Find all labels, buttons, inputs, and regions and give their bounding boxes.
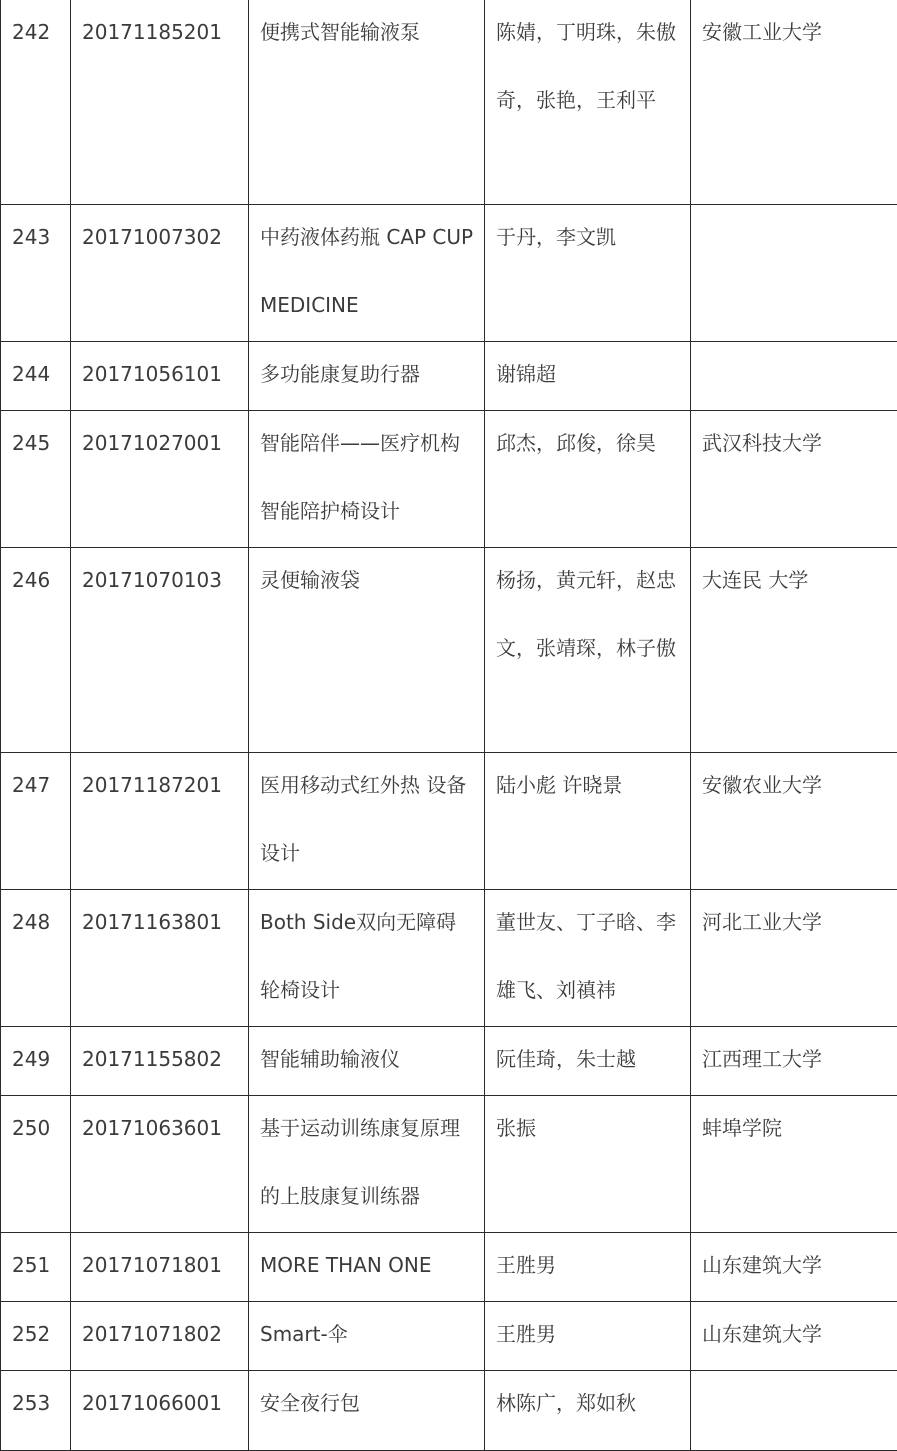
project-id: 20171185201: [82, 0, 238, 66]
authors-cell: [485, 205, 691, 342]
project-name: 安全夜行包: [260, 1371, 474, 1438]
project-id: 20171007302: [82, 205, 238, 272]
organization-cell: [691, 753, 897, 890]
row-number: 249: [12, 1027, 60, 1094]
organization: 河北工业大学: [702, 890, 887, 957]
row-number: 244: [12, 342, 60, 409]
organization-cell: [691, 411, 897, 548]
organization-cell: [691, 1027, 897, 1096]
row-number-cell: [1, 1096, 71, 1233]
project-id: 20171071802: [82, 1302, 238, 1369]
project-name-cell: [249, 753, 485, 890]
authors-cell: [485, 1302, 691, 1371]
project-name-cell: [249, 890, 485, 1027]
project-id: 20171187201: [82, 753, 238, 820]
row-number-cell: [1, 1027, 71, 1096]
table-row: [1, 1027, 897, 1096]
authors-cell: [485, 0, 691, 205]
organization: 蚌埠学院: [702, 1096, 887, 1163]
table-row: [1, 205, 897, 342]
project-id-cell: [71, 0, 249, 205]
row-number: 243: [12, 205, 60, 272]
project-id-cell: [71, 1302, 249, 1371]
project-name: 智能辅助输液仪: [260, 1027, 474, 1094]
organization: 安徽农业大学: [702, 753, 887, 820]
organization-cell: [691, 1096, 897, 1233]
project-name-cell: [249, 1302, 485, 1371]
project-id-cell: [71, 411, 249, 548]
table-row: [1, 1096, 897, 1233]
authors: 谢锦超: [496, 342, 680, 409]
table-row: [1, 890, 897, 1027]
organization: 山东建筑大学: [702, 1302, 887, 1369]
authors: 陈婧，丁明珠，朱傲奇，张艳，王利平: [496, 0, 680, 134]
row-number-cell: [1, 342, 71, 411]
organization-cell: [691, 0, 897, 205]
project-name: 医用移动式红外热 设备设计: [260, 753, 474, 888]
organization: 江西理工大学: [702, 1027, 887, 1094]
row-number: 246: [12, 548, 60, 615]
project-name-cell: [249, 1233, 485, 1302]
authors: 张振: [496, 1096, 680, 1163]
authors: 王胜男: [496, 1233, 680, 1300]
project-id-cell: [71, 1027, 249, 1096]
project-id-cell: [71, 1233, 249, 1302]
project-name-cell: [249, 205, 485, 342]
project-id: 20171027001: [82, 411, 238, 478]
project-id: 20171155802: [82, 1027, 238, 1094]
row-number-cell: [1, 411, 71, 548]
project-id-cell: [71, 890, 249, 1027]
project-name-cell: [249, 342, 485, 411]
project-id-cell: [71, 1096, 249, 1233]
organization-cell: [691, 1233, 897, 1302]
organization: 山东建筑大学: [702, 1233, 887, 1300]
project-name: 多功能康复助行器: [260, 342, 474, 409]
project-table-body: [1, 0, 897, 1451]
row-number: 245: [12, 411, 60, 478]
row-number-cell: [1, 205, 71, 342]
project-name-cell: [249, 0, 485, 205]
row-number: 248: [12, 890, 60, 957]
project-id-cell: [71, 342, 249, 411]
project-id-cell: [71, 548, 249, 753]
project-name-cell: [249, 1096, 485, 1233]
authors: 董世友、丁子晗、李雄飞、刘禛祎: [496, 890, 680, 1025]
organization: 安徽工业大学: [702, 0, 887, 66]
row-number: 242: [12, 0, 60, 66]
project-name: MORE THAN ONE: [260, 1233, 474, 1300]
authors-cell: [485, 411, 691, 548]
table-row: [1, 1233, 897, 1302]
project-name: 基于运动训练康复原理的上肢康复训练器: [260, 1096, 474, 1231]
row-number-cell: [1, 0, 71, 205]
project-id: 20171071801: [82, 1233, 238, 1300]
authors: 林陈广，郑如秋: [496, 1371, 680, 1438]
authors-cell: [485, 753, 691, 890]
row-number: 253: [12, 1371, 60, 1438]
organization-cell: [691, 1302, 897, 1371]
project-name: Both Side双向无障碍轮椅设计: [260, 890, 474, 1025]
row-number: 251: [12, 1233, 60, 1300]
project-name: Smart-伞: [260, 1302, 474, 1369]
organization-cell: [691, 890, 897, 1027]
authors-cell: [485, 890, 691, 1027]
project-id: 20171056101: [82, 342, 238, 409]
authors: 王胜男: [496, 1302, 680, 1369]
project-name: 智能陪伴——医疗机构智能陪护椅设计: [260, 411, 474, 546]
table-row: [1, 1302, 897, 1371]
authors: 于丹，李文凯: [496, 205, 680, 272]
authors-cell: [485, 1233, 691, 1302]
project-name: 灵便输液袋: [260, 548, 474, 615]
project-id-cell: [71, 753, 249, 890]
table-row: [1, 0, 897, 205]
organization: 大连民 大学: [702, 548, 887, 615]
organization-cell: [691, 205, 897, 342]
project-name: 便携式智能输液泵: [260, 0, 474, 66]
authors-cell: [485, 1096, 691, 1233]
authors: 杨扬，黄元轩，赵忠文，张靖琛，林子傲: [496, 548, 680, 683]
authors-cell: [485, 342, 691, 411]
project-name: 中药液体药瓶 CAP CUP MEDICINE: [260, 205, 474, 340]
project-name-cell: [249, 1027, 485, 1096]
row-number: 247: [12, 753, 60, 820]
organization-cell: [691, 548, 897, 753]
authors: 陆小彪 许晓景: [496, 753, 680, 820]
authors-cell: [485, 548, 691, 753]
table-row: [1, 342, 897, 411]
project-id: 20171063601: [82, 1096, 238, 1163]
table-row: [1, 411, 897, 548]
project-id: 20171070103: [82, 548, 238, 615]
row-number-cell: [1, 1233, 71, 1302]
project-id: 20171066001: [82, 1371, 238, 1438]
authors-cell: [485, 1027, 691, 1096]
table-row: [1, 753, 897, 890]
organization: 武汉科技大学: [702, 411, 887, 478]
row-number-cell: [1, 548, 71, 753]
row-number-cell: [1, 1302, 71, 1371]
organization-cell: [691, 342, 897, 411]
project-name-cell: [249, 548, 485, 753]
authors: 邱杰，邱俊，徐昊: [496, 411, 680, 478]
project-id: 20171163801: [82, 890, 238, 957]
row-number: 252: [12, 1302, 60, 1369]
row-number-cell: [1, 890, 71, 1027]
project-name-cell: [249, 411, 485, 548]
row-number: 250: [12, 1096, 60, 1163]
authors: 阮佳琦，朱士越: [496, 1027, 680, 1094]
project-id-cell: [71, 205, 249, 342]
row-number-cell: [1, 753, 71, 890]
table-row: [1, 548, 897, 753]
